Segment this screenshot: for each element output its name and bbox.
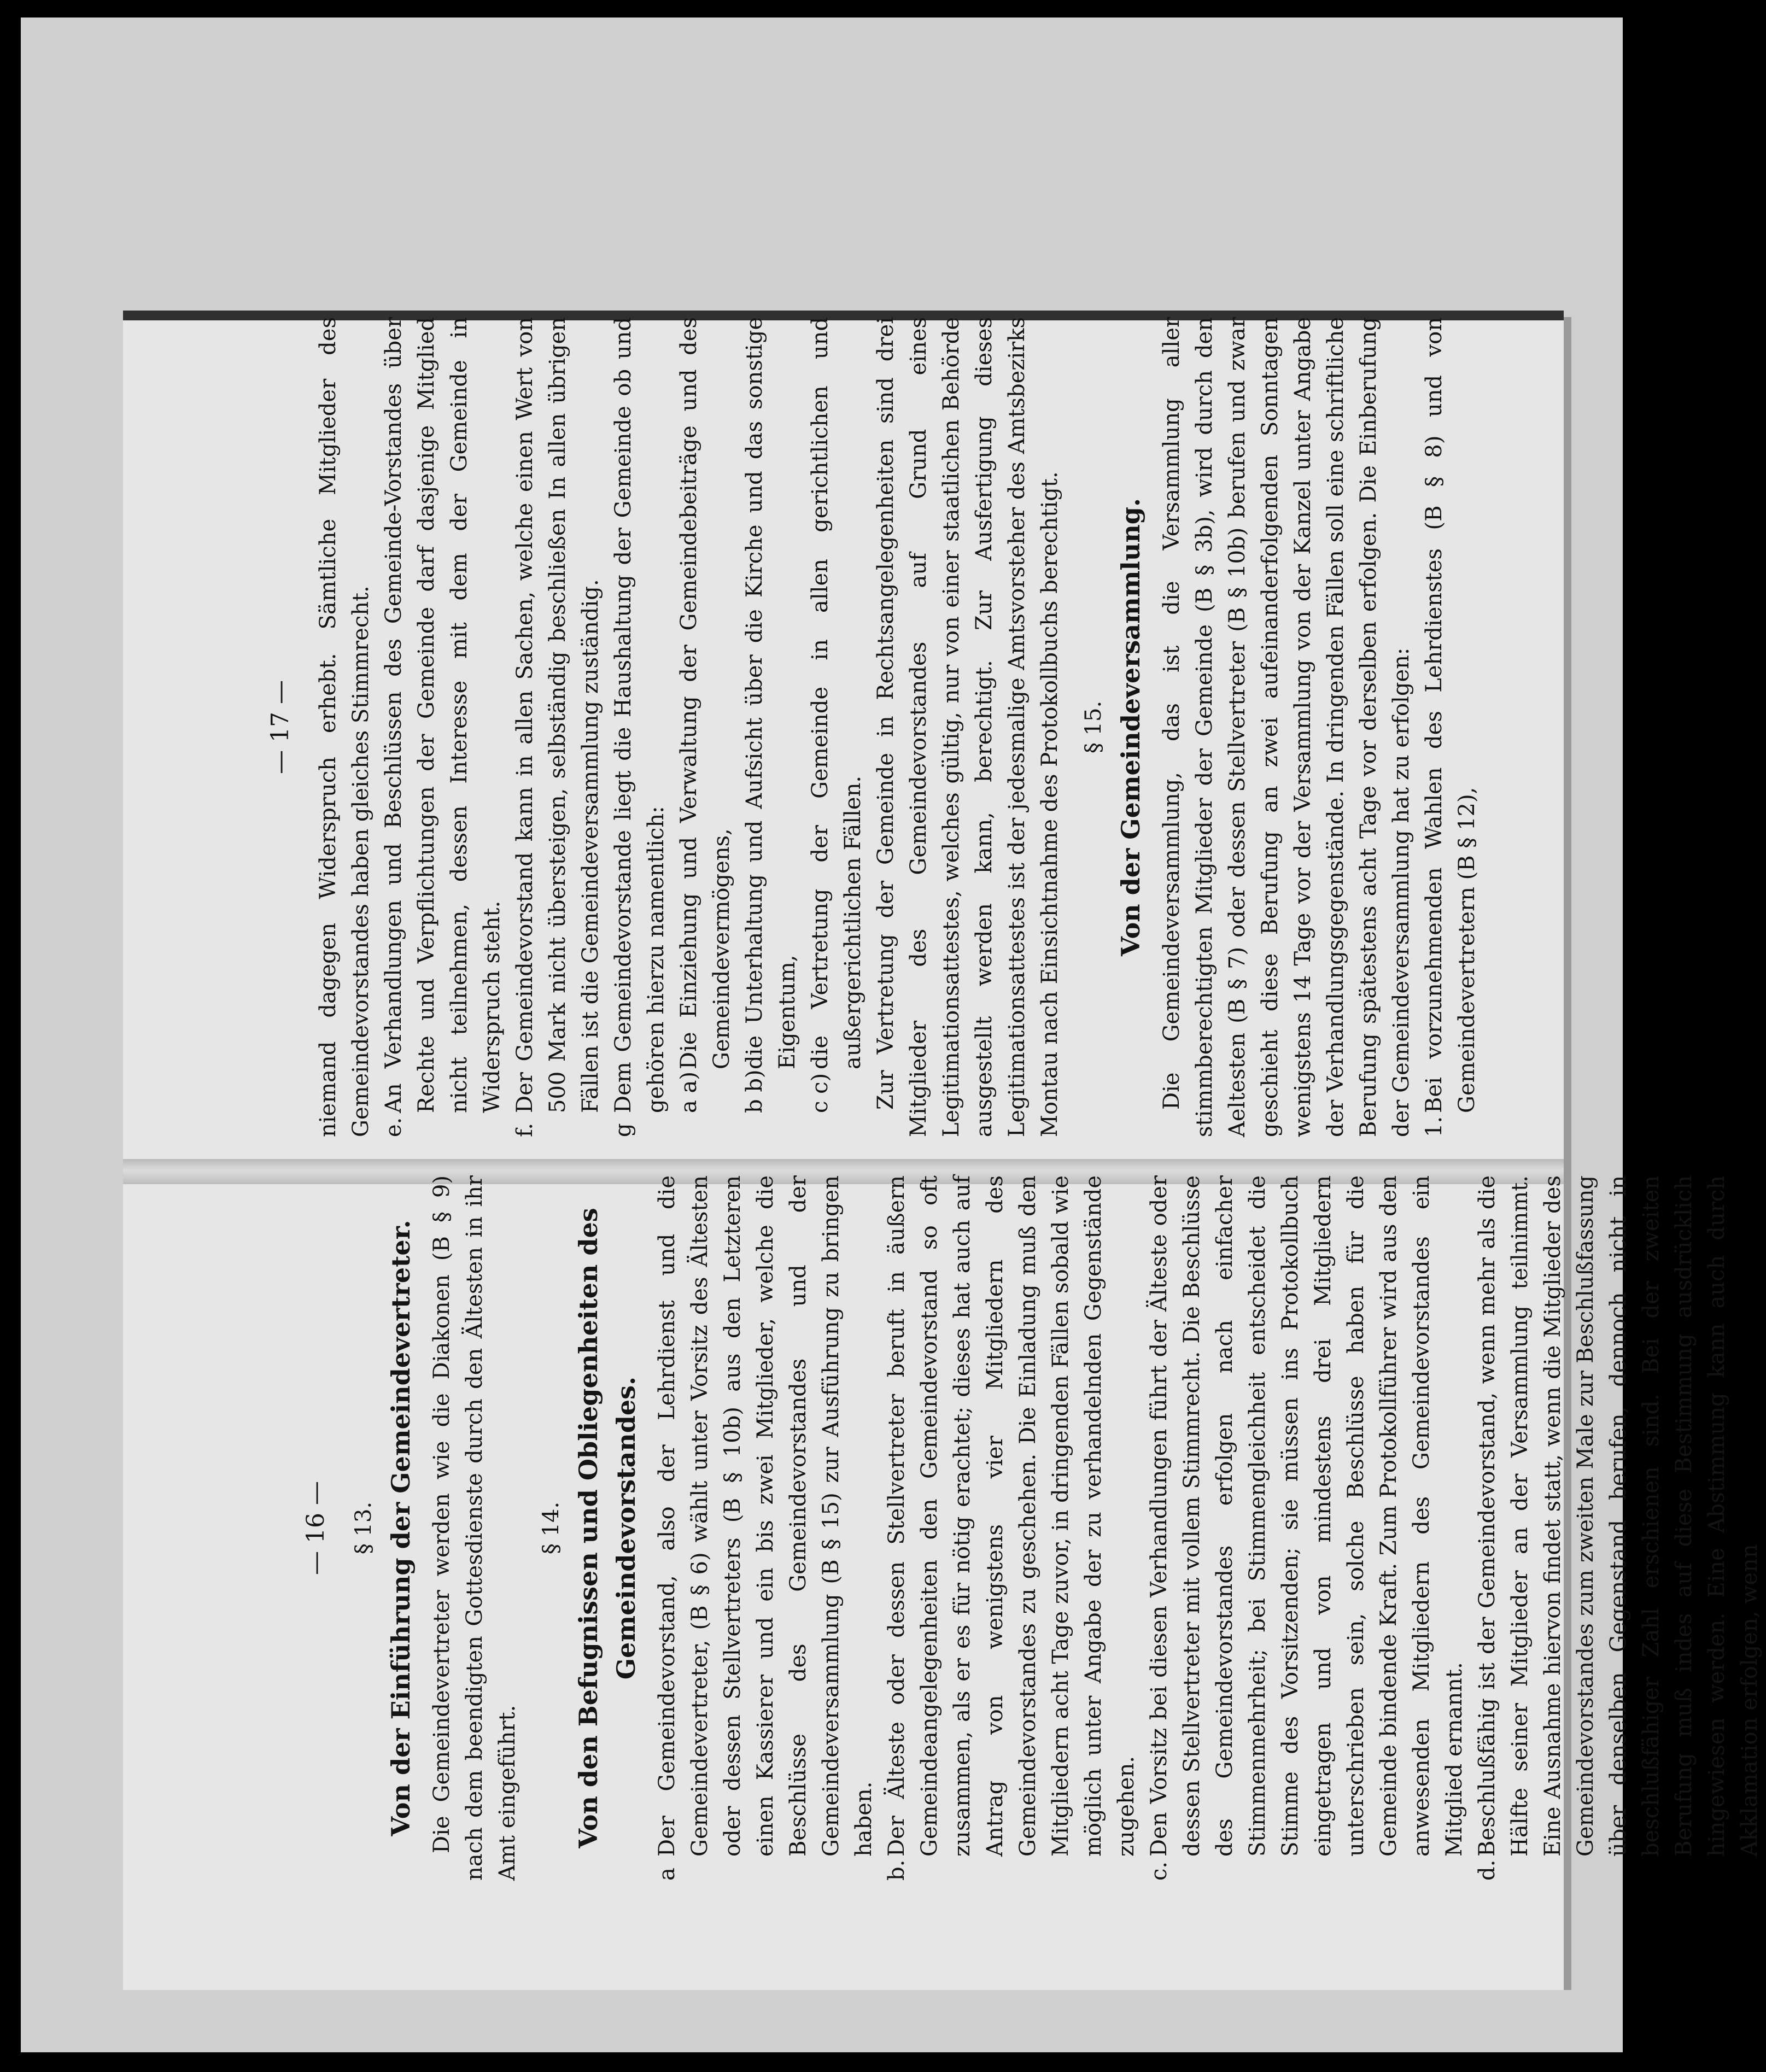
item-text: Der Gemeindevorstand kann in allen Sachen, welche einen Wert von 500 Mark nicht übersteigen, selbständig beschließen In allen übrigen Fällen ist die Gemeindeversammlung zuständig. <box>512 317 603 1113</box>
page-17 <box>262 317 1480 1137</box>
sub-item <box>738 317 804 1113</box>
list-item <box>1143 1175 1471 1881</box>
section-heading: Von der Gemeindeversammlung. <box>1116 498 1145 956</box>
sub-label: a a) <box>676 1071 701 1113</box>
item-text: Dem Gemeindevorstande liegt die Haushaltung der Gemeinde ob und gehören hierzu namentlich: <box>611 317 669 1113</box>
list-item <box>1471 1175 1766 1881</box>
list-item <box>607 317 673 1137</box>
page-number: — 16 — <box>302 1481 330 1575</box>
sub-item <box>673 317 738 1113</box>
item-label: g <box>611 1123 636 1137</box>
list-item <box>508 317 607 1137</box>
section-number: § 13. <box>351 1501 376 1555</box>
item-label: b. <box>884 1859 909 1881</box>
item-text: An Verhandlungen und Beschlüssen des Gemeinde-Vorstandes über Rechte und Verpflichtungen der Gemeinde darf dasjenige Mitglied nicht teilnehmen, dessen Interesse mit dem der Gemeinde in Widerspruch steht. <box>381 317 505 1113</box>
list-item <box>651 1175 880 1881</box>
item-text: Der Gemeindevorstand, also der Lehrdienst und die Gemeindevertreter, (B § 6) wählt unter Vorsitz des Ältesten oder dessen Stellvertreters (B § 10b) aus den Letzteren einen Kassierer und ein bis zwei Mitglieder, welche die Beschlüsse des Gemeindevorstandes und der Gemeindeversammlung (B § 15) zur Ausführung zu bringen haben. <box>654 1175 876 1857</box>
section-number: § 14. <box>539 1501 564 1555</box>
sub-item <box>804 317 869 1113</box>
item-text: Den Vorsitz bei diesen Verhandlungen führt der Älteste oder dessen Stellvertreter mit vollem Stimmrecht. Die Beschlüsse des Gemeindevorstandes erfolgen nach einfacher Stimmenmehrheit; bei Stimmengleichheit entscheidet die Stimme des Vorsitzenden; sie müssen ins Protokollbuch eingetragen und von mindestens drei Mitgliedern unterschrieben sein, solche Beschlüsse haben für die Gemeinde bindende Kraft. Zum Protokollführer wird aus den anwesenden Mitgliedern des Gemeindevorstandes ein Mitglied ernannt. <box>1147 1175 1467 1857</box>
paragraph: Zur Vertretung der Gemeinde in Rechtsangelegenheiten sind drei Mitglieder des Gemeindevorstandes auf Grund eines Legitimationsattestes, welches gültig, nur von einer staatlichen Behörde ausgestellt werden kann, berechtigt. Zur Ausfertigung dieses Legitimationsattestes ist der jedesmalige Amtsvorsteher des Amtsbezirks Montau nach Einsichtnahme des Protokollbuchs berechtigt. <box>873 317 1062 1137</box>
section-heading: Von den Befugnissen und Obliegenheiten des Gemeindevorstandes. <box>574 1208 641 1848</box>
item-label: d. <box>1475 1859 1500 1881</box>
item-label: f. <box>512 1122 537 1137</box>
page-number: — 17 — <box>266 680 294 774</box>
sub-label: c c) <box>808 1073 833 1113</box>
sub-text: Die Einziehung und Verwaltung der Gemeindebeiträge und des Gemeindevermögens, <box>676 317 734 1069</box>
sub-text: die Unterhaltung und Aufsicht über die Kirche und das sonstige Eigentum, <box>742 317 800 1069</box>
item-label: e. <box>381 1117 406 1137</box>
item-label: c. <box>1147 1861 1172 1881</box>
item-text: Bei vorzunehmenden Wahlen des Lehrdienstes (B § 8) und von Gemeindevertretern (B § 12), <box>1422 317 1480 1113</box>
paragraph: Die Gemeindeversammlung, das ist die Versammlung aller stimmberechtigten Mitglieder der Gemeinde (B § 3b), wird durch den Aeltesten (B § 7) oder dessen Stellvertreter (B § 10b) berufen und zwar geschieht diese Berufung an zwei aufeinanderfolgenden Sonntagen wenigstens 14 Tage vor der Versammlung von der Kanzel unter Angabe der Verhandlungsgegenstände. In dringenden Fällen soll eine schriftliche Berufung spätestens acht Tage vor derselben erfolgen. Die Einberufung der Gemeindeversammlung hat zu erfolgen: <box>1159 317 1414 1137</box>
paragraph: Die Gemeindevertreter werden wie die Diakonen (B § 9) nach dem beendigten Gottesdienste durch den Ältesten in ihr Amt eingeführt. <box>429 1175 520 1881</box>
section-number: § 15. <box>1081 700 1106 754</box>
sub-text: die Vertretung der Gemeinde in allen gerichtlichen und außergerichtlichen Fällen. <box>808 317 866 1069</box>
section-heading: Von der Einführung der Gemeindevertreter. <box>386 1220 416 1836</box>
sub-label: b b) <box>742 1069 767 1113</box>
page-16 <box>298 1175 1762 1881</box>
list-item <box>1418 317 1483 1137</box>
item-text: Beschlußfähig ist der Gemeindevorstand, wenn mehr als die Hälfte seiner Mitglieder an der Versammlung teilnimmt. Eine Ausnahme hiervon findet statt, wenn die Mitglieder des Gemeindevorstandes zum zweiten Male zur Beschlußfassung über denselben Gegenstand berufen, dennoch nicht in beschlußfähiger Zahl erschienen sind. Bei der zweiten Berufung muß indes auf diese Bestimmung ausdrücklich hingewiesen werden. Eine Abstimmung kann auch durch Akklamation erfolgen, wenn <box>1475 1175 1762 1857</box>
item-text: Der Älteste oder dessen Stellvertreter beruft in äußern Gemeindeangelegenheiten den Gemeindevorstand so oft zusammen, als er es für nötig erachtet; dieses hat auch auf Antrag von wenigstens vier Mitgliedern des Gemeindevorstandes zu geschehen. Die Einladung muß den Mitgliedern acht Tage zuvor, in dringenden Fällen sobald wie möglich unter Angabe der zu verhandelnden Gegenstände zugehen. <box>884 1175 1139 1857</box>
item-label: 1. <box>1422 1116 1447 1137</box>
list-item <box>377 317 508 1137</box>
item-label: a <box>654 1868 680 1881</box>
intro-text: niemand dagegen Widerspruch erhebt. Sämtliche Mitglieder des Gemeindevorstandes haben gleiches Stimmrecht. <box>315 317 373 1137</box>
list-item <box>880 1175 1143 1881</box>
